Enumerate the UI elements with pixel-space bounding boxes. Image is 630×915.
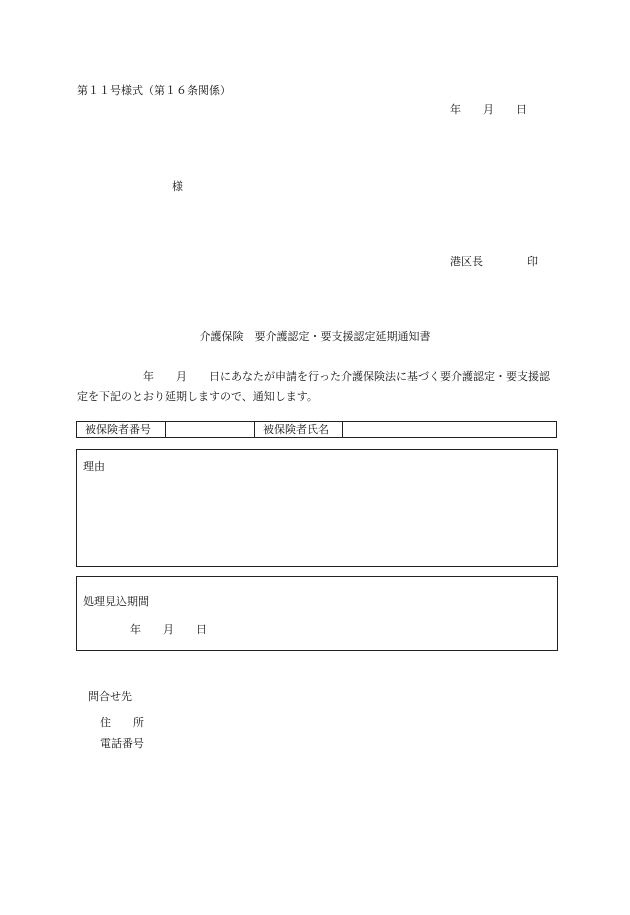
form-number: 第１１号様式（第１６条関係） — [77, 84, 231, 97]
processing-period-date: 年 月 日 — [130, 623, 207, 636]
insured-name-label: 被保険者氏名 — [255, 422, 343, 438]
issue-date: 年 月 日 — [450, 103, 527, 116]
insured-number-field[interactable] — [166, 422, 255, 438]
table-row — [77, 422, 557, 438]
processing-period-box — [76, 576, 558, 651]
document-title: 介護保険 要介護認定・要支援認定延期通知書 — [199, 330, 431, 343]
processing-period-label: 処理見込期間 — [83, 595, 149, 608]
contact-title: 問合せ先 — [88, 690, 132, 703]
reason-label: 理由 — [83, 460, 105, 473]
insured-name-field[interactable] — [343, 422, 557, 438]
insured-number-label: 被保険者番号 — [77, 422, 166, 438]
sender-title: 港区長 印 — [450, 255, 538, 268]
contact-address-label: 住 所 — [100, 716, 144, 729]
addressee-suffix: 様 — [172, 180, 183, 193]
body-text: 年 月 日にあなたが申請を行った介護保険法に基づく要介護認定・要支援認定を下記のとおり延期しますので、通知します。 — [77, 370, 550, 403]
reason-box — [76, 449, 558, 567]
insured-info-table — [76, 421, 557, 438]
contact-phone-label: 電話番号 — [100, 737, 144, 750]
